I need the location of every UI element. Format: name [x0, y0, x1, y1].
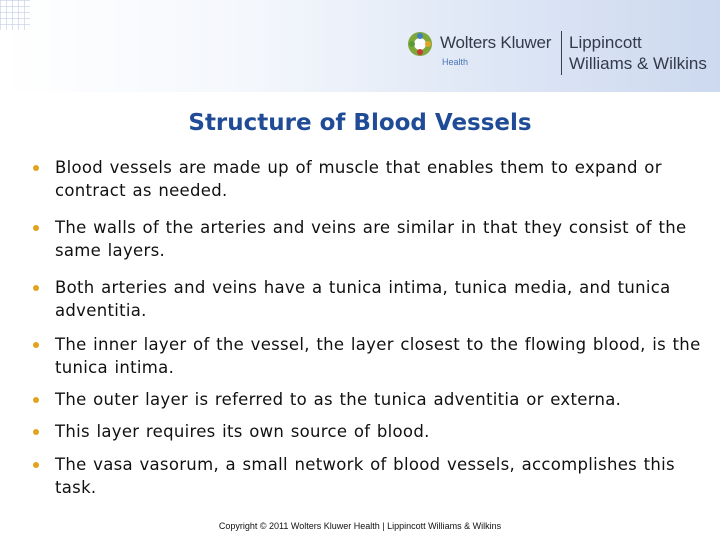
slide-title: Structure of Blood Vessels — [188, 110, 532, 136]
bullet-item — [30, 216, 710, 262]
header-band — [0, 0, 720, 92]
publisher-logo — [407, 29, 717, 79]
corner-grid-decoration — [0, 0, 30, 30]
bullet-marker-icon — [33, 429, 39, 435]
bullet-item — [30, 453, 710, 499]
wolters-kluwer-emblem-icon — [407, 31, 433, 57]
bullet-text: The vasa vasorum, a small network of blood vessels, accomplishes this task. — [55, 455, 675, 497]
bullet-item — [30, 156, 710, 202]
bullet-marker-icon — [33, 342, 39, 348]
bullet-list — [30, 156, 710, 499]
logo-divider — [561, 31, 562, 75]
bullet-item — [30, 420, 710, 443]
bullet-item — [30, 333, 710, 379]
bullet-item — [30, 388, 710, 411]
bullet-text: This layer requires its own source of blood. — [55, 422, 430, 441]
brand-secondary-line2: Williams & Wilkins — [569, 54, 707, 73]
bullet-text: The walls of the arteries and veins are similar in that they consist of the same layers. — [55, 218, 687, 260]
bullet-item — [30, 276, 710, 322]
bullet-text: Blood vessels are made up of muscle that enables them to expand or contract as needed. — [55, 158, 662, 200]
brand-secondary-line1: Lippincott — [569, 33, 642, 52]
bullet-text: Both arteries and veins have a tunica intima, tunica media, and tunica adventitia. — [55, 278, 671, 320]
bullet-marker-icon — [33, 397, 39, 403]
bullet-marker-icon — [33, 285, 39, 291]
copyright-footer: Copyright © 2011 Wolters Kluwer Health | Lippincott Williams & Wilkins — [218, 521, 502, 531]
brand-sub-label: Health — [442, 57, 469, 67]
brand-primary-name: Wolters Kluwer — [440, 33, 552, 52]
bullet-text: The outer layer is referred to as the tunica adventitia or externa. — [55, 390, 622, 409]
bullet-marker-icon — [33, 462, 39, 468]
bullet-marker-icon — [33, 165, 39, 171]
bullet-marker-icon — [33, 225, 39, 231]
bullet-text: The inner layer of the vessel, the layer closest to the flowing blood, is the tunica intima. — [55, 335, 701, 377]
